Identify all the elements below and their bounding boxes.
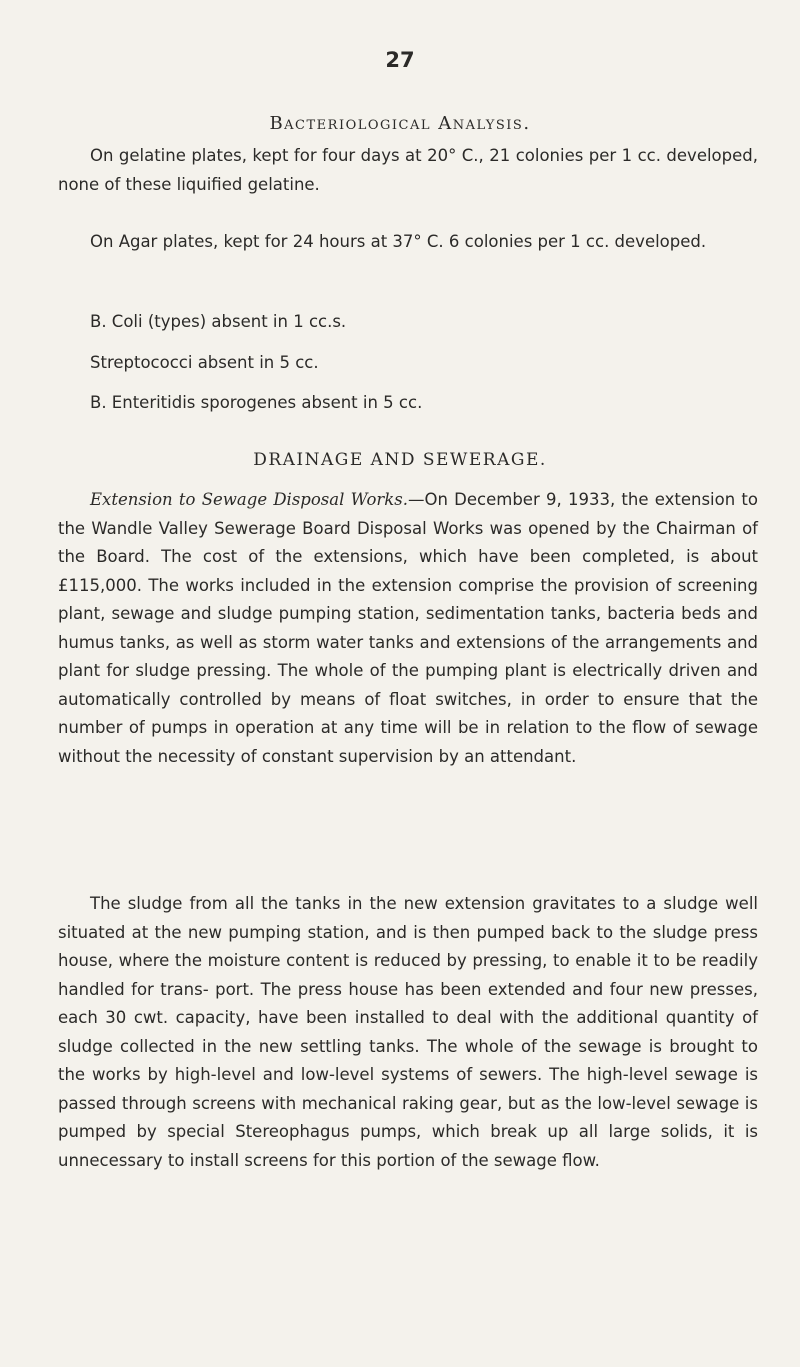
- streptococci-line: Streptococci absent in 5 cc.: [90, 353, 319, 372]
- sludge-paragraph: The sludge from all the tanks in the new extension gravitates to a sludge well situated at the new pumping station, and is then pumped back to the sludge press house, where the moisture content is reduced by pressing, to enable it to be readily handled for trans- port. The press house has been extended and four new presses, each 30 cwt. capacity, have been installed to deal with the additional quantity of sludge collected in the new settling tanks. The whole of the sewage is brought to the works by high-level and low-level systems of sewers. The high-level sewage is passed through screens with mechanical raking gear, but as the low-level sewage is pumped by special Stereophagus pumps, which break up all large solids, it is unnecessary to install screens for this portion of the sewage flow.: [58, 894, 758, 1170]
- drainage-heading: DRAINAGE AND SEWERAGE.: [253, 450, 547, 470]
- enteritidis-line: B. Enteritidis sporogenes absent in 5 cc.: [90, 393, 423, 412]
- page-number: 27: [385, 48, 415, 72]
- bacteriological-heading: Bacteriological Analysis.: [269, 113, 531, 134]
- gelatine-paragraph: On gelatine plates, kept for four days at 20° C., 21 colonies per 1 cc. developed, none of these liquified gelatine.: [58, 146, 758, 194]
- extension-paragraph: [58, 486, 758, 771]
- coli-line: B. Coli (types) absent in 1 cc.s.: [90, 312, 347, 331]
- agar-paragraph: On Agar plates, kept for 24 hours at 37° C. 6 colonies per 1 cc. developed.: [90, 232, 707, 251]
- extension-body: —On December 9, 1933, the extension to the Wandle Valley Sewerage Board Disposal Works was opened by the Chairman of the Board. The cost of the extensions, which have been completed, is about £115,000. The works included in the extension comprise the provision of screening plant, sewage and sludge pumping station, sedimentation tanks, bacteria beds and humus tanks, as well as storm water tanks and extensions of the arrangements and plant for sludge pressing. The whole of the pumping plant is electrically driven and automatically controlled by means of float switches, in order to ensure that the number of pumps in operation at any time will be in relation to the flow of sewage without the necessity of constant supervision by an attendant.: [58, 490, 758, 766]
- extension-title: Extension to Sewage Disposal Works.: [90, 490, 408, 509]
